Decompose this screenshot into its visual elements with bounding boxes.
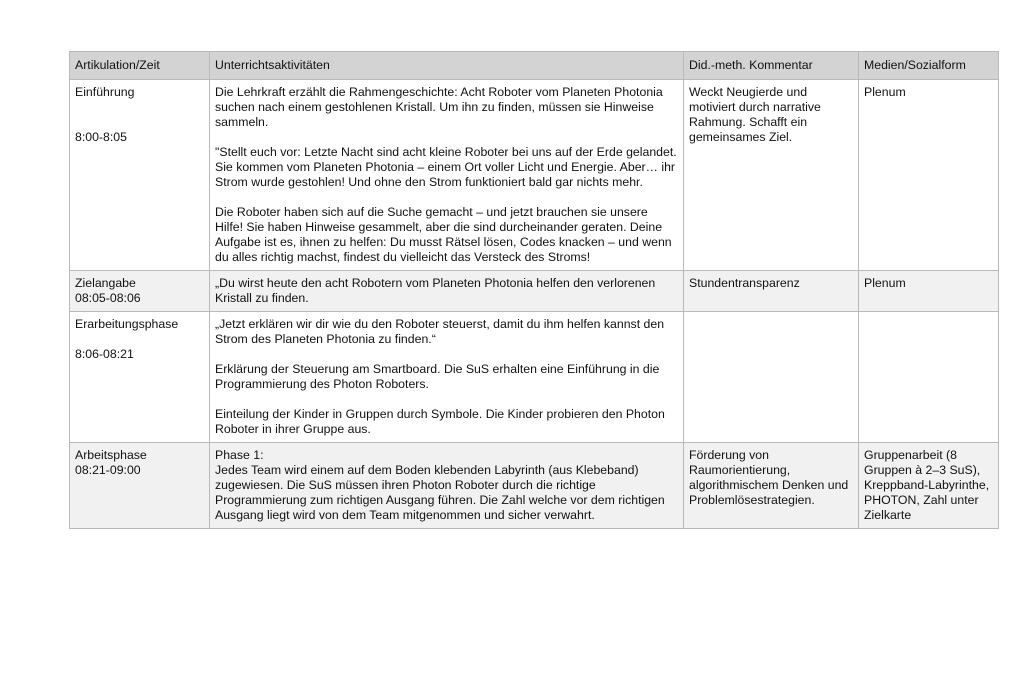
media-cell: Plenum bbox=[859, 271, 999, 312]
activity-cell bbox=[210, 312, 684, 443]
comment-cell: Stundentransparenz bbox=[684, 271, 859, 312]
header-medien: Medien/Sozialform bbox=[859, 52, 999, 80]
lesson-plan-table bbox=[69, 51, 999, 529]
table-row-einfuehrung bbox=[70, 80, 999, 271]
header-kommentar: Did.-meth. Kommentar bbox=[684, 52, 859, 80]
activity-paragraph: Erklärung der Steuerung am Smartboard. Die SuS erhalten eine Einführung in die Programmierung des Photon Roboters. bbox=[215, 362, 660, 391]
table-row-arbeitsphase bbox=[70, 443, 999, 529]
phase-name: Zielangabe bbox=[75, 276, 136, 290]
phase-time: 8:00-8:05 bbox=[75, 130, 127, 144]
phase-cell bbox=[70, 271, 210, 312]
table-row-zielangabe bbox=[70, 271, 999, 312]
activity-paragraph: "Stellt euch vor: Letzte Nacht sind acht kleine Roboter bei uns auf der Erde gelandet. Sie kommen vom Planeten Photonia – einem Ort voller Licht und Energie. Aber… ihr Strom wurde gestohlen! Und ohne den Strom funktioniert bald gar nichts mehr. bbox=[215, 145, 677, 189]
phase-time: 08:05-08:06 bbox=[75, 291, 141, 305]
activity-title: Phase 1: bbox=[215, 448, 264, 462]
phase-name: Arbeitsphase bbox=[75, 448, 147, 462]
comment-cell: Weckt Neugierde und motiviert durch narrative Rahmung. Schafft ein gemeinsames Ziel. bbox=[684, 80, 859, 271]
phase-cell bbox=[70, 443, 210, 529]
comment-cell bbox=[684, 312, 859, 443]
phase-time: 08:21-09:00 bbox=[75, 463, 141, 477]
activity-cell bbox=[210, 80, 684, 271]
activity-paragraph: Jedes Team wird einem auf dem Boden klebenden Labyrinth (aus Klebeband) zugewiesen. Die SuS müssen ihren Photon Roboter durch die richtige Programmierung zum richtigen Ausgang führen. Die Zahl welche vor dem richtigen Ausgang liegt wird von dem Team mitgenommen und sicher verwahrt. bbox=[215, 463, 665, 522]
media-cell: Gruppenarbeit (8 Gruppen à 2–3 SuS), Kreppband-Labyrinthe, PHOTON, Zahl unter Zielkarte bbox=[859, 443, 999, 529]
phase-cell bbox=[70, 312, 210, 443]
table-header-row bbox=[70, 52, 999, 80]
phase-time: 8:06-08:21 bbox=[75, 347, 134, 361]
media-cell: Plenum bbox=[859, 80, 999, 271]
activity-paragraph: Einteilung der Kinder in Gruppen durch Symbole. Die Kinder probieren den Photon Roboter in ihrer Gruppe aus. bbox=[215, 407, 665, 436]
activity-paragraph: Die Lehrkraft erzählt die Rahmengeschichte: Acht Roboter vom Planeten Photonia suchen nach einem gestohlenen Kristall. Um ihn zu finden, müssen sie Hinweise sammeln. bbox=[215, 85, 663, 129]
media-cell bbox=[859, 312, 999, 443]
header-artikulation: Artikulation/Zeit bbox=[70, 52, 210, 80]
phase-name: Einführung bbox=[75, 85, 135, 99]
phase-name: Erarbeitungsphase bbox=[75, 317, 179, 331]
activity-cell bbox=[210, 271, 684, 312]
phase-cell bbox=[70, 80, 210, 271]
activity-paragraph: „Du wirst heute den acht Robotern vom Planeten Photonia helfen den verlorenen Kristall zu finden. bbox=[215, 276, 656, 305]
activity-paragraph: „Jetzt erklären wir dir wie du den Roboter steuerst, damit du ihm helfen kannst den Strom des Planeten Photonia zu finden.“ bbox=[215, 317, 665, 346]
activity-paragraph: Die Roboter haben sich auf die Suche gemacht – und jetzt brauchen sie unsere Hilfe! Sie haben Hinweise gesammelt, aber die sind durcheinander geraten. Deine Aufgabe ist es, ihnen zu helfen: Du musst Rätsel lösen, Codes knacken – und wenn du alles richtig machst, findest du vielleicht das Versteck des Stroms! bbox=[215, 205, 672, 264]
header-aktivitaeten: Unterrichtsaktivitäten bbox=[210, 52, 684, 80]
activity-cell bbox=[210, 443, 684, 529]
table-row-erarbeitungsphase bbox=[70, 312, 999, 443]
comment-cell: Förderung von Raumorientierung, algorithmischem Denken und Problemlösestrategien. bbox=[684, 443, 859, 529]
